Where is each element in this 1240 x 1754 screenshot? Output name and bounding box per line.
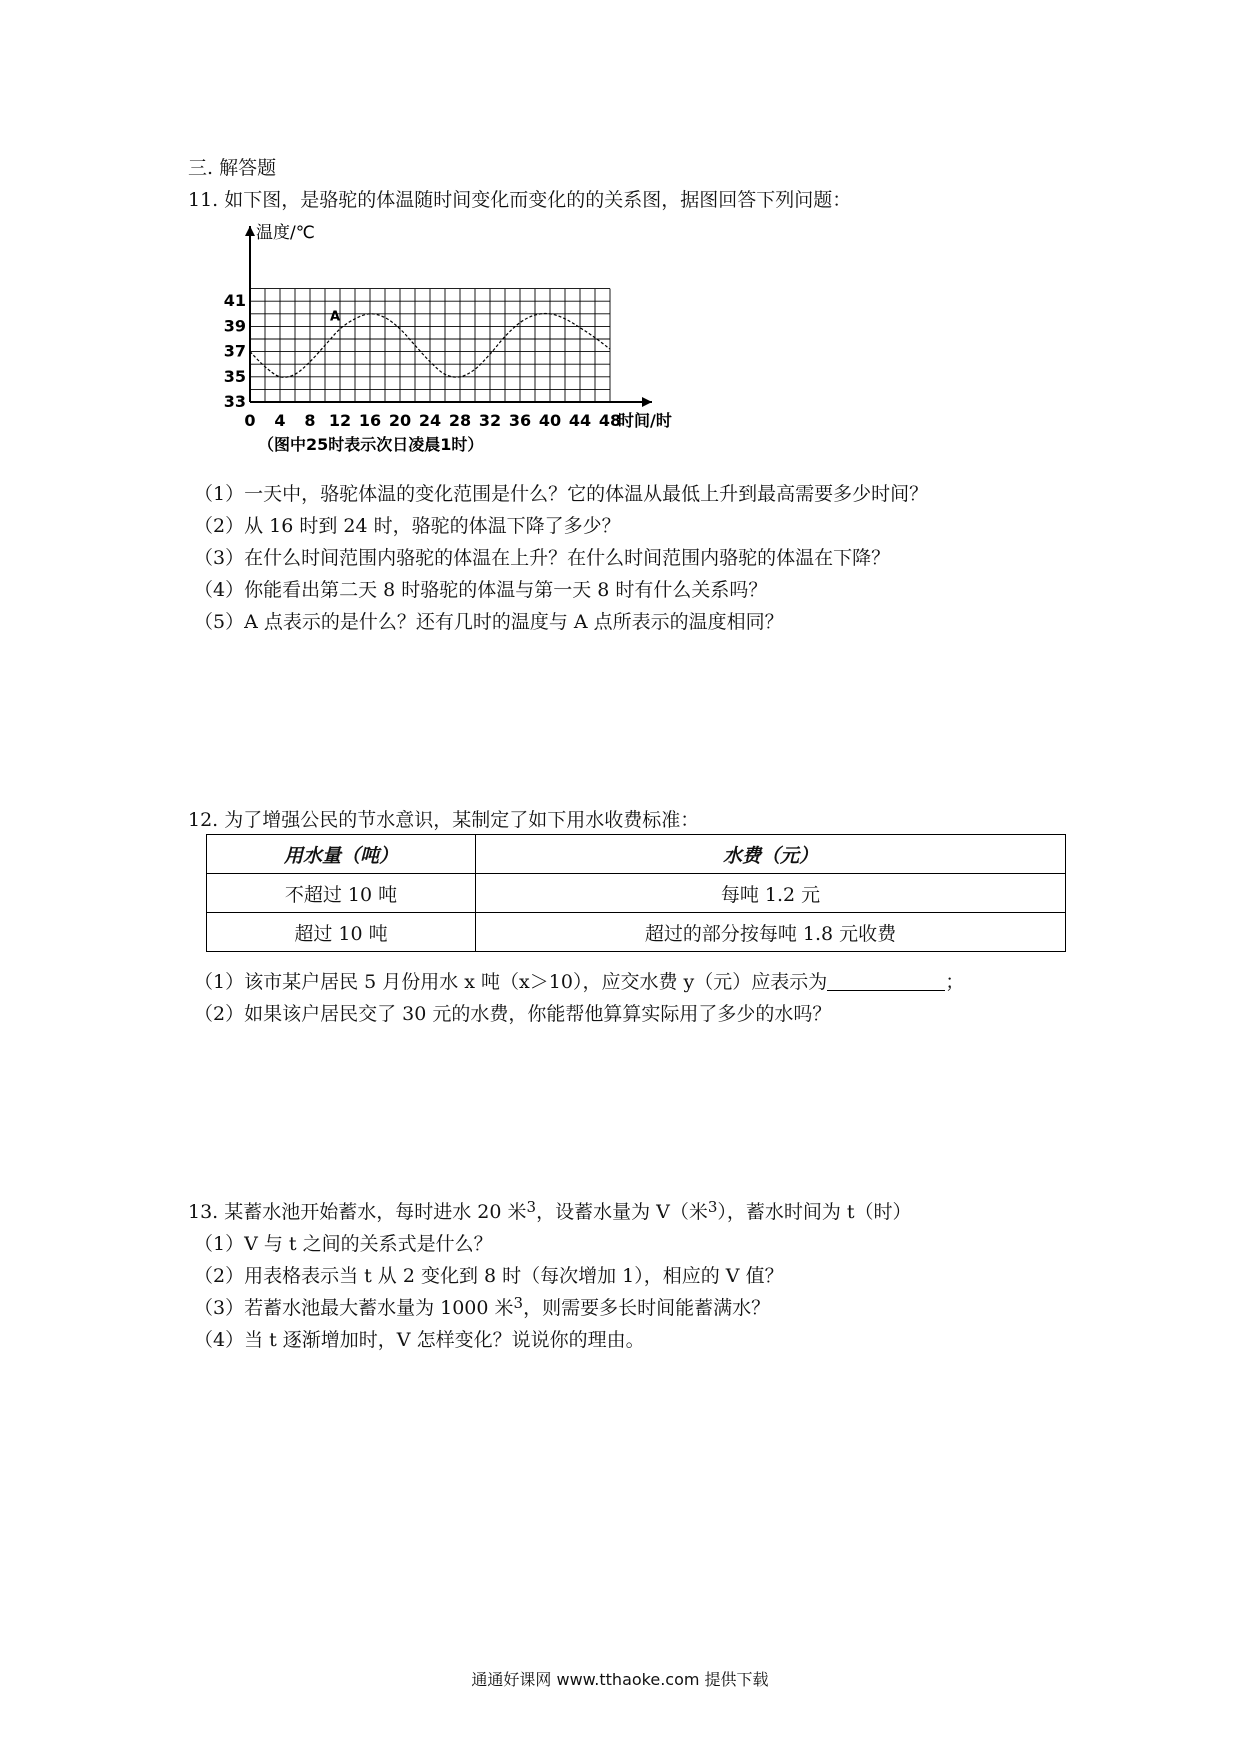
x-tick-label: 0 xyxy=(244,411,256,430)
answer-blank[interactable] xyxy=(827,972,945,991)
x-tick-label: 28 xyxy=(448,411,472,430)
q13-part-3 xyxy=(194,1296,770,1320)
table-cell: 每吨 1.2 元 xyxy=(475,874,1065,913)
q12-part-1-end: ； xyxy=(945,971,965,993)
q13-part-1: （1）V 与 t 之间的关系式是什么？ xyxy=(194,1233,493,1255)
exponent: 3 xyxy=(526,1198,537,1216)
y-tick-label: 41 xyxy=(223,291,246,311)
x-tick-label: 44 xyxy=(568,411,592,430)
q13-stem xyxy=(188,1200,912,1224)
x-tick-label: 24 xyxy=(418,411,442,430)
y-axis-arrow xyxy=(245,226,255,236)
table-header-fee: 水费（元） xyxy=(475,835,1065,874)
q13-stem-a: 13. 某蓄水池开始蓄水，每时进水 20 米 xyxy=(188,1201,527,1223)
chart-ticks xyxy=(224,291,621,430)
q12-part-1-text: （1）该市某户居民 5 月份用水 x 吨（x＞10），应交水费 y（元）应表示为 xyxy=(194,971,828,993)
y-tick-label: 39 xyxy=(223,316,246,336)
y-axis-label: 温度/℃ xyxy=(256,223,315,243)
exponent: 3 xyxy=(707,1198,718,1216)
chart-axes xyxy=(245,226,652,407)
x-tick-label: 20 xyxy=(388,411,412,430)
x-tick-label: 36 xyxy=(508,411,532,430)
y-tick-label: 33 xyxy=(223,392,246,411)
water-fee-table xyxy=(206,834,1066,952)
table-header-row xyxy=(207,835,1066,874)
y-tick-label: 37 xyxy=(223,341,246,361)
q12-part-1 xyxy=(194,970,964,994)
q11-part-2: （2）从 16 时到 24 时，骆驼的体温下降了多少？ xyxy=(194,515,621,537)
exponent: 3 xyxy=(513,1294,524,1312)
x-tick-label: 16 xyxy=(358,411,382,430)
table-cell: 超过的部分按每吨 1.8 元收费 xyxy=(475,913,1065,952)
page-footer: 通通好课网 www.tthaoke.com 提供下载 xyxy=(471,1670,769,1689)
q13-stem-c: ），蓄水时间为 t（时） xyxy=(717,1201,912,1223)
q13-part-3-a: （3）若蓄水池最大蓄水量为 1000 米 xyxy=(194,1297,514,1319)
camel-temperature-chart xyxy=(218,222,698,462)
point-a-label: A xyxy=(330,309,341,325)
x-tick-label: 8 xyxy=(304,411,316,430)
y-tick-label: 35 xyxy=(223,366,246,386)
q12-part-2: （2）如果该户居民交了 30 元的水费，你能帮他算算实际用了多少的水吗？ xyxy=(194,1003,832,1025)
table-cell: 不超过 10 吨 xyxy=(207,874,476,913)
x-tick-label: 4 xyxy=(274,411,286,430)
q11-part-3: （3）在什么时间范围内骆驼的体温在上升？在什么时间范围内骆驼的体温在下降？ xyxy=(194,547,891,569)
table-header-usage: 用水量（吨） xyxy=(207,835,476,874)
table-row xyxy=(207,913,1066,952)
x-tick-label: 40 xyxy=(538,411,562,430)
table-row xyxy=(207,874,1066,913)
q12-stem: 12. 为了增强公民的节水意识，某制定了如下用水收费标准： xyxy=(188,809,700,831)
q11-part-4: （4）你能看出第二天 8 时骆驼的体温与第一天 8 时有什么关系吗？ xyxy=(194,579,768,601)
chart-caption: （图中25时表示次日凌晨1时） xyxy=(258,435,484,454)
q11-part-1: （1）一天中，骆驼体温的变化范围是什么？它的体温从最低上升到最高需要多少时间？ xyxy=(194,483,929,505)
x-axis-label: 时间/时 xyxy=(618,411,672,430)
x-axis-arrow xyxy=(642,397,652,407)
x-tick-label: 32 xyxy=(478,411,502,430)
q13-stem-b: ，设蓄水量为 V（米 xyxy=(536,1201,708,1223)
q13-part-4: （4）当 t 逐渐增加时，V 怎样变化？说说你的理由。 xyxy=(194,1329,645,1351)
q13-part-3-b: ，则需要多长时间能蓄满水？ xyxy=(523,1297,771,1319)
section-title: 三. 解答题 xyxy=(188,157,277,179)
x-tick-label: 48 xyxy=(598,411,622,430)
chart-grid xyxy=(250,289,610,402)
q13-part-2: （2）用表格表示当 t 从 2 变化到 8 时（每次增加 1），相应的 V 值？ xyxy=(194,1265,784,1287)
x-tick-label: 12 xyxy=(328,411,352,430)
q11-stem: 11. 如下图，是骆驼的体温随时间变化而变化的的关系图，据图回答下列问题： xyxy=(188,189,852,211)
q11-part-5: （5）A 点表示的是什么？还有几时的温度与 A 点所表示的温度相同？ xyxy=(194,611,784,633)
table-cell: 超过 10 吨 xyxy=(207,913,476,952)
